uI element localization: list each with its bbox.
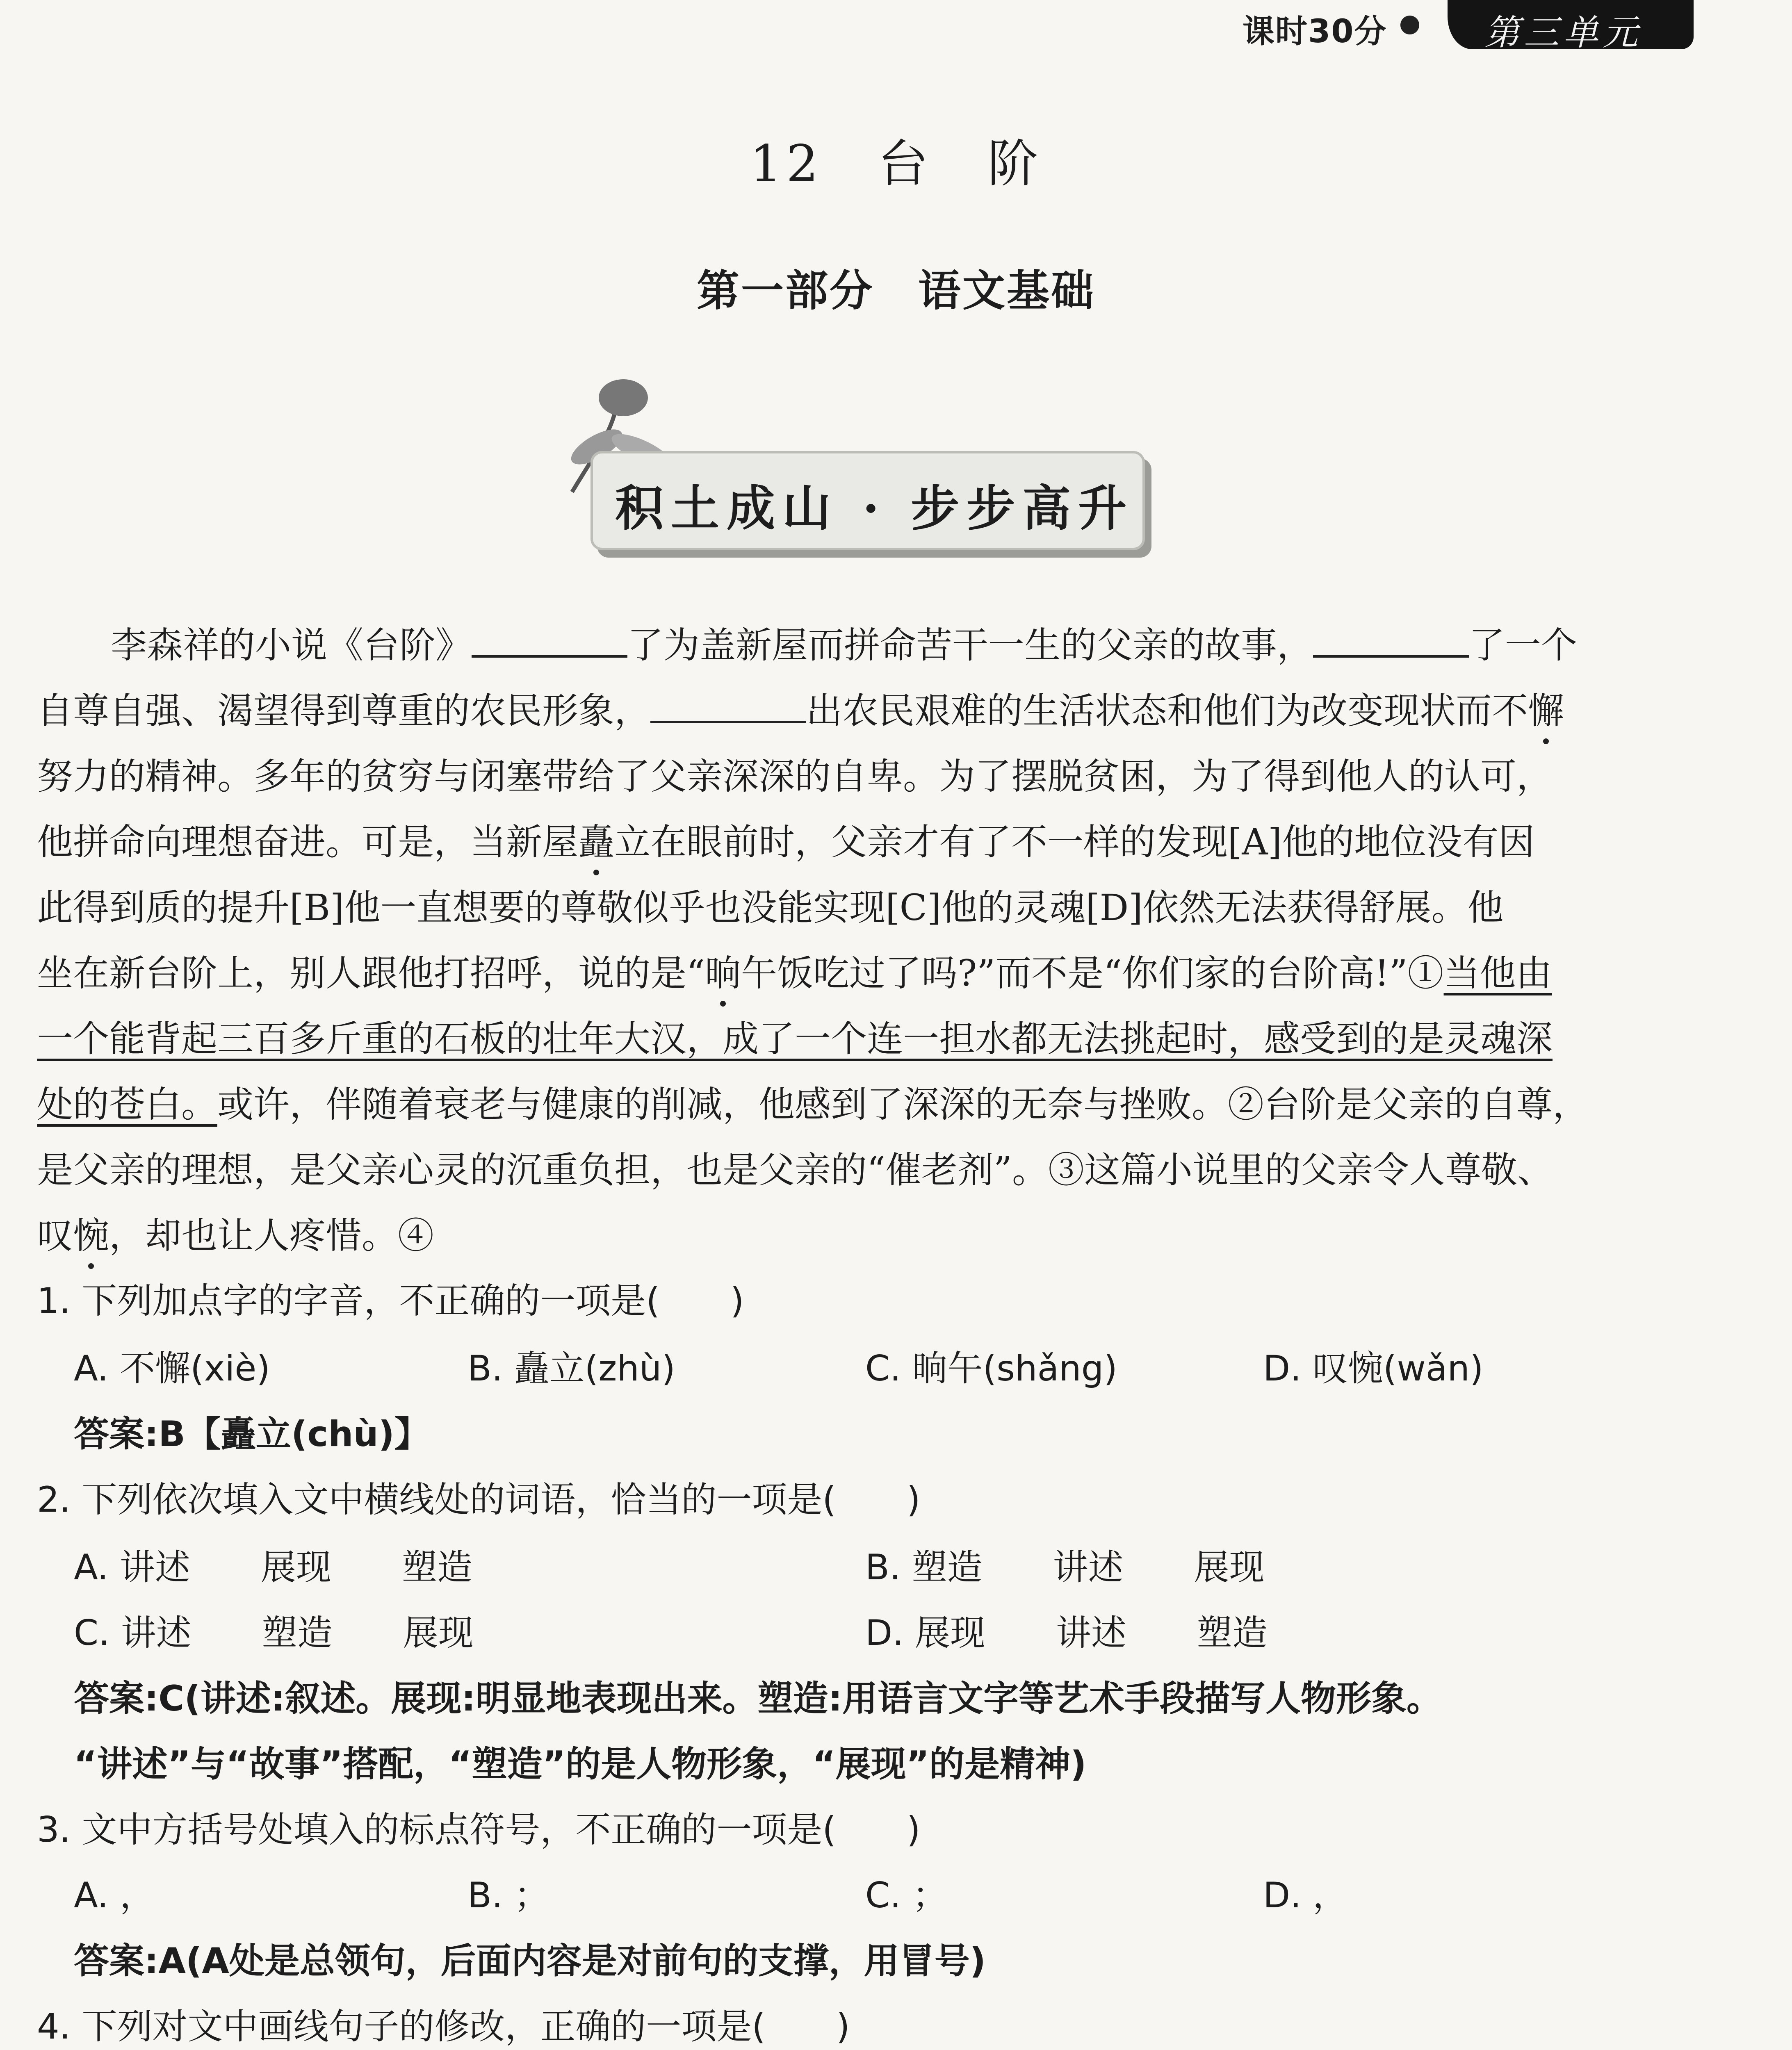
option-3d[interactable]: D. ，	[1263, 1875, 1348, 1916]
answer-2: 答案:C(讲述:叙述。展现:明显地表现出来。塑造:用语言文字等艺术手段描写人物形象。	[74, 1678, 1442, 1719]
part-title: 第一部分 语文基础	[696, 266, 1095, 316]
passage-line: 此得到质的提升[B]他一直想要的尊敬似乎也没能实现[C]他的灵魂[D]依然无法获得舒展。他	[37, 886, 1504, 929]
passage-line-underlined: 一个能背起三百多斤重的石板的壮年大汉，成了一个连一担水都无法挑起时，感受到的是灵魂深	[37, 1018, 1553, 1060]
passage-line: 处的苍白。或许，伴随着衰老与健康的削减，他感到了深深的无奈与挫败。②台阶是父亲的自尊，	[37, 1083, 1589, 1125]
answer-blank[interactable]	[650, 696, 806, 723]
passage-line: 坐在新台阶上，别人跟他打招呼，说的是“晌午饭吃过了吗?”而不是“你们家的台阶高!”①当他由	[37, 952, 1552, 994]
question-4: 4. 下列对文中画线句子的修改，正确的一项是( )	[37, 2006, 850, 2047]
answer-3: 答案:A(A处是总领句，后面内容是对前句的支撑，用冒号)	[74, 1941, 986, 1982]
passage-line: 他拼命向理想奋进。可是，当新屋矗立在眼前时，父亲才有了不一样的发现[A]他的地位没有因	[37, 821, 1535, 863]
question-1: 1. 下列加点字的字音，不正确的一项是( )	[37, 1280, 744, 1321]
lesson-title: 12 台 阶	[750, 134, 1042, 194]
answer-blank[interactable]	[472, 631, 627, 658]
passage-line: 自尊自强、渴望得到尊重的农民形象， 出农民艰难的生活状态和他们为改变现状而不懈	[37, 690, 1564, 732]
unit-label: 第三单元	[1484, 12, 1642, 53]
option-1d[interactable]: D. 叹惋(wǎn)	[1263, 1348, 1484, 1389]
option-1c[interactable]: C. 晌午(shǎng)	[865, 1348, 1117, 1389]
question-2: 2. 下列依次填入文中横线处的词语，恰当的一项是( )	[37, 1479, 921, 1520]
passage-line: 是父亲的理想，是父亲心灵的沉重负担，也是父亲的“催老剂”。③这篇小说里的父亲令人尊敬、	[37, 1149, 1553, 1191]
option-3a[interactable]: A. ，	[74, 1875, 155, 1916]
passage-line: 叹惋，却也让人疼惜。④	[37, 1214, 434, 1257]
passage-line: 李森祥的小说《台阶》 了为盖新屋而拼命苦干一生的父亲的故事， 了一个	[111, 624, 1578, 666]
question-3: 3. 文中方括号处填入的标点符号，不正确的一项是( )	[37, 1809, 921, 1850]
banner-title: 积土成山 · 步步高升	[615, 480, 1134, 537]
lesson-time-label: 课时30分	[1243, 13, 1387, 50]
bullet-dot-icon	[1400, 16, 1419, 34]
answer-2-cont: “讲述”与“故事”搭配，“塑造”的是人物形象，“展现”的是精神)	[74, 1744, 1087, 1785]
option-2b[interactable]: B. 塑造 讲述 展现	[865, 1547, 1265, 1588]
option-3b[interactable]: B. ；	[467, 1875, 549, 1916]
option-1a[interactable]: A. 不懈(xiè)	[74, 1348, 270, 1389]
answer-blank[interactable]	[1313, 631, 1469, 658]
option-1b[interactable]: B. 矗立(zhù)	[467, 1348, 675, 1389]
option-2d[interactable]: D. 展现 讲述 塑造	[865, 1613, 1268, 1654]
option-3c[interactable]: C. ；	[865, 1875, 948, 1916]
answer-1: 答案:B【矗立(chù)】	[74, 1414, 430, 1455]
option-2a[interactable]: A. 讲述 展现 塑造	[74, 1547, 472, 1588]
passage-line: 努力的精神。多年的贫穷与闭塞带给了父亲深深的自卑。为了摆脱贫困，为了得到他人的认可，	[37, 755, 1553, 797]
option-2c[interactable]: C. 讲述 塑造 展现	[74, 1613, 474, 1654]
